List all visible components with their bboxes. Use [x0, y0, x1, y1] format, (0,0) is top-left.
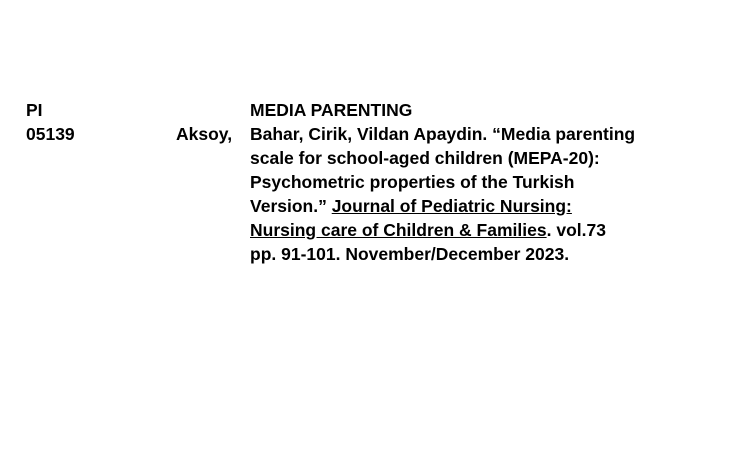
record-category: PI	[26, 100, 43, 120]
record-number: 05139	[26, 124, 75, 144]
record-subject: MEDIA PARENTING	[250, 100, 413, 120]
citation-line-4-prefix: Version.”	[250, 196, 332, 216]
author-lead: Aksoy,	[176, 124, 233, 144]
journal-title-part1: Journal of Pediatric Nursing:	[331, 196, 572, 216]
citation-line-5	[250, 218, 606, 242]
citation-line-1: Bahar, Cirik, Vildan Apaydin. “Media parenting	[250, 124, 636, 144]
volume-text: . vol.73	[546, 220, 606, 240]
citation-line-4	[250, 194, 572, 218]
journal-title-part2: Nursing care of Children & Families	[250, 220, 547, 240]
citation-line-6: pp. 91-101. November/December 2023.	[250, 244, 570, 264]
citation-line-2: scale for school-aged children (MEPA-20):	[250, 148, 600, 168]
citation-line-3: Psychometric properties of the Turkish	[250, 172, 575, 192]
